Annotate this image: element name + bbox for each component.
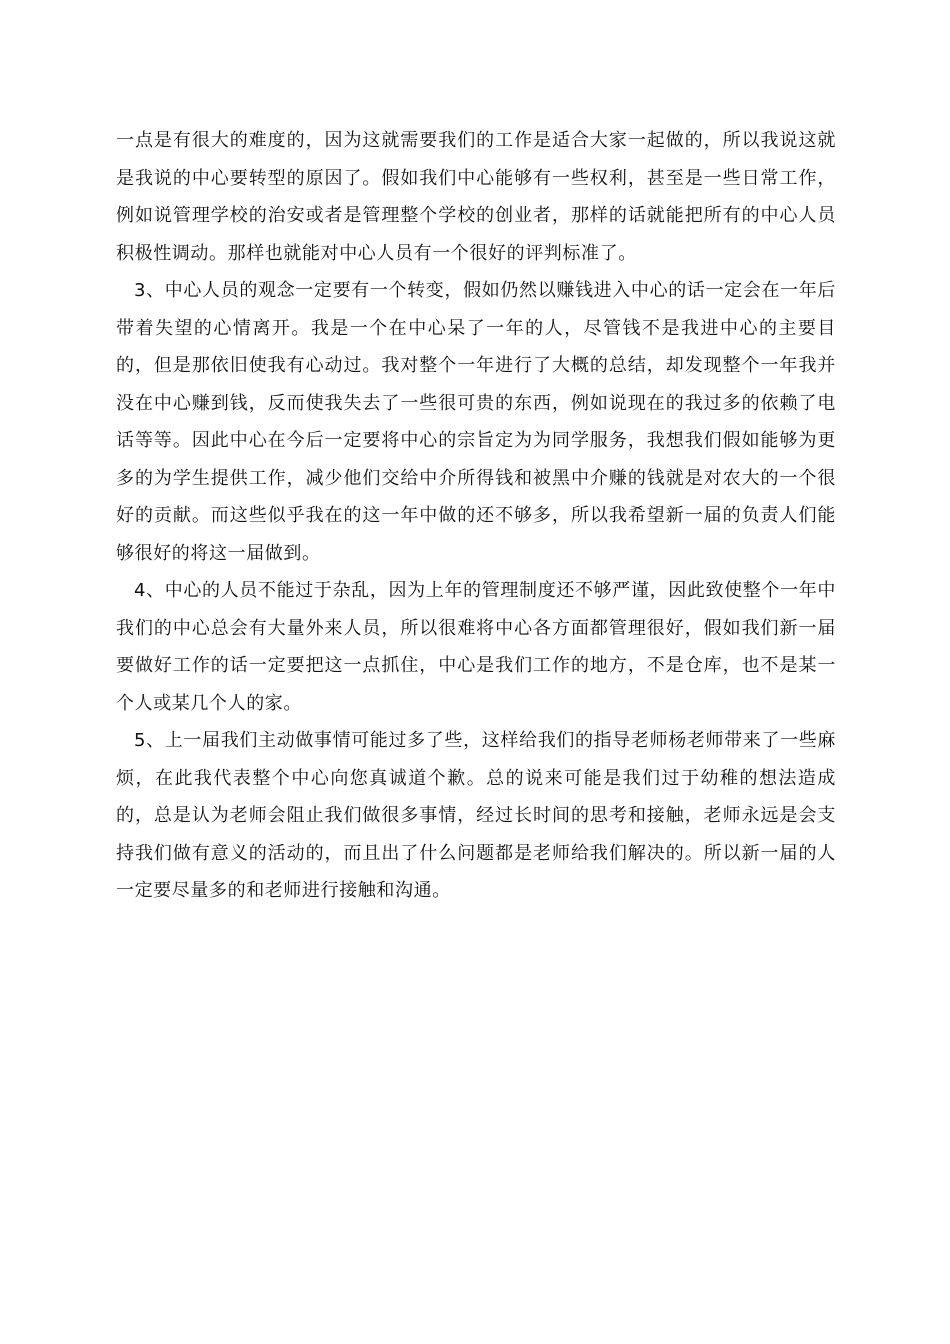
document-body — [116, 122, 836, 910]
paragraph-point-5: 5、上一届我们主动做事情可能过多了些，这样给我们的指导老师杨老师带来了一些麻烦，在此我代表整个中心向您真诚道个歉。总的说来可能是我们过于幼稚的想法造成的，总是认为老师会阻止我们做很多事情，经过长时间的思考和接触，老师永远是会支持我们做有意义的活动的，而且出了什么问题都是老师给我们解决的。所以新一届的人一定要尽量多的和老师进行接触和沟通。 — [116, 730, 836, 901]
paragraph-point-4: 4、中心的人员不能过于杂乱，因为上年的管理制度还不够严谨，因此致使整个一年中我们的中心总会有大量外来人员，所以很难将中心各方面都管理很好，假如我们新一届要做好工作的话一定要把这一点抓住，中心是我们工作的地方，不是仓库，也不是某一个人或某几个人的家。 — [116, 580, 836, 714]
paragraph-point-3: 3、中心人员的观念一定要有一个转变，假如仍然以赚钱进入中心的话一定会在一年后带着失望的心情离开。我是一个在中心呆了一年的人，尽管钱不是我进中心的主要目的，但是那依旧使我有心动过。我对整个一年进行了大概的总结，却发现整个一年我并没在中心赚到钱，反而使我失去了一些很可贵的东西，例如说现在的我过多的依赖了电话等等。因此中心在今后一定要将中心的宗旨定为为同学服务，我想我们假如能够为更多的为学生提供工作，减少他们交给中介所得钱和被黑中介赚的钱就是对农大的一个很好的贡献。而这些似乎我在的这一年中做的还不够多，所以我希望新一届的负责人们能够很好的将这一届做到。 — [116, 280, 836, 564]
paragraph-continuation: 一点是有很大的难度的，因为这就需要我们的工作是适合大家一起做的，所以我说这就是我说的中心要转型的原因了。假如我们中心能够有一些权利，甚至是一些日常工作，例如说管理学校的治安或者是管理整个学校的创业者，那样的话就能把所有的中心人员积极性调动。那样也就能对中心人员有一个很好的评判标准了。 — [116, 130, 836, 264]
